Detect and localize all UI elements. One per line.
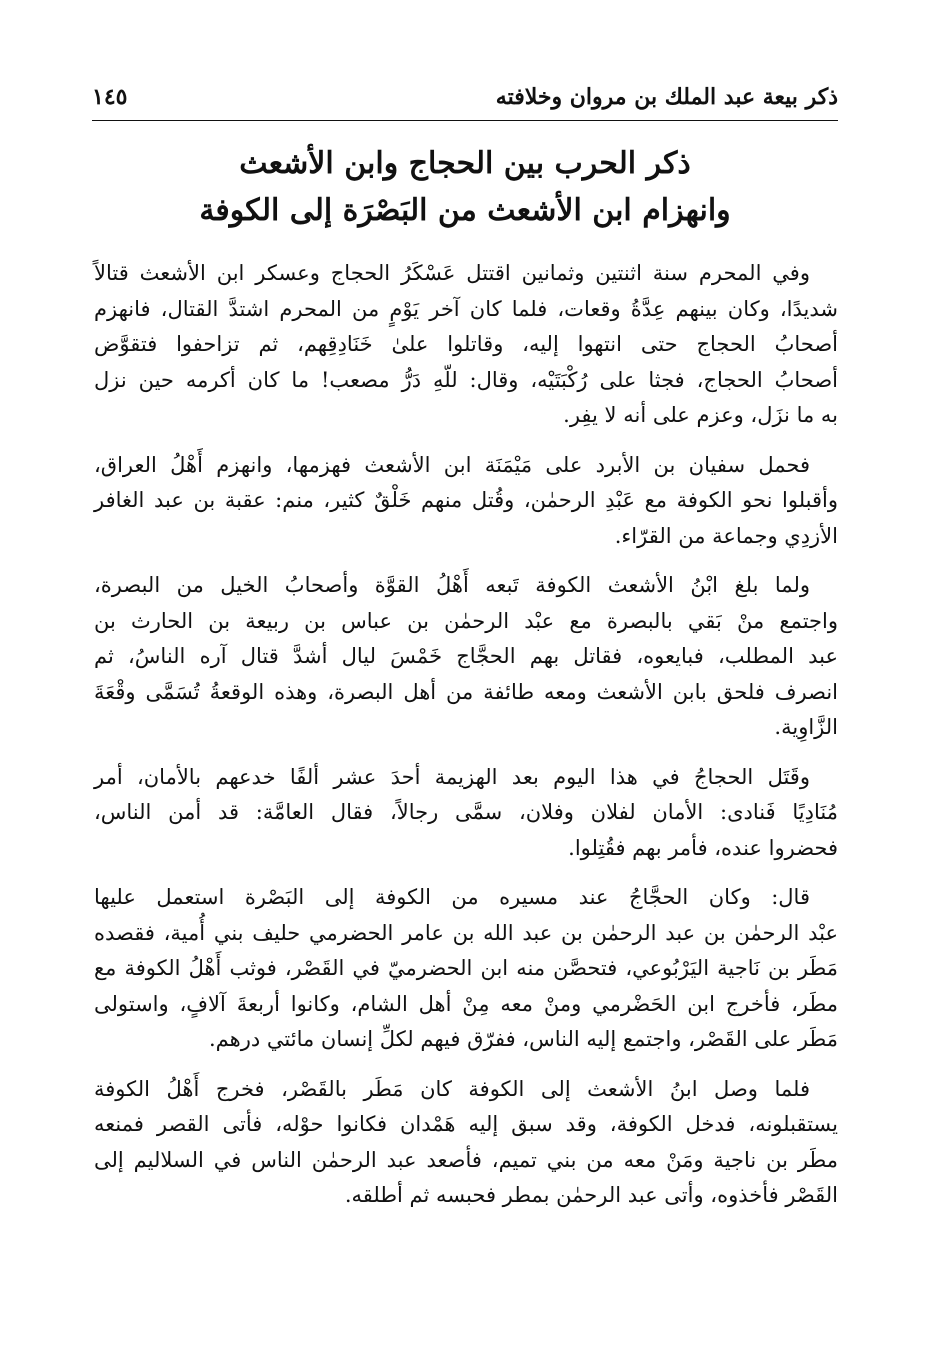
text-line: مَطَر بن نَاجية اليَرْبُوعي، فتحصَّن منه ابن الحضرميّ في القَصْر، فوثب أَهْلُ الكوفة مع bbox=[94, 956, 838, 980]
text-line: فحمل سفيان بن الأبرد على مَيْمَنَة ابن الأشعث فهزمها، وانهزم أَهْلُ العراق، bbox=[94, 452, 810, 477]
body-text bbox=[94, 256, 838, 1228]
paragraph bbox=[94, 568, 838, 746]
text-line: وأقبلوا نحو الكوفة مع عَبْدِ الرحمٰن، وقُتل منهم خَلْقٌ كثير، منم: عقبة بن عبد الغافر bbox=[94, 488, 838, 512]
paragraph bbox=[94, 256, 838, 434]
text-line: مطَر بن ناجية ومَنْ معه من بني تميم، فأصعد عبد الرحمٰن الناس في السلاليم إلى bbox=[94, 1147, 838, 1172]
text-line: عبد المطلب، فبايعوه، فقاتل بهم الحجَّاج خَمْسَ ليال أشدَّ قتال آره الناسُ، ثم bbox=[94, 644, 838, 668]
text-line: به ما نزَل، وعزم على أنه لا يفِر. bbox=[563, 403, 838, 427]
paragraph bbox=[94, 760, 838, 867]
text-line: وقَتَل الحجاجُ في هذا اليوم بعد الهزيمة أحدَ عشر ألفًا خدعهم بالأمان، أمر bbox=[94, 764, 810, 789]
paragraph bbox=[94, 1072, 838, 1214]
text-line: واجتمع منْ بَقي بالبصرة مع عبْد الرحمٰن بن عباس بن ربيعة بن الحارث بن bbox=[94, 608, 838, 633]
text-line: مَطَر على القَصْر، واجتمع إليه الناس، ففرّق فيهم لكلِّ إنسان مائتي درهم. bbox=[209, 1027, 838, 1051]
chapter-heading bbox=[92, 140, 838, 234]
text-line: القَصْر فأخذوه، وأتى عبد الرحمٰن بمطر فحبسه ثم أطلقه. bbox=[344, 1183, 838, 1207]
running-title: ذكر بيعة عبد الملك بن مروان وخلافته bbox=[495, 84, 838, 110]
header-rule bbox=[92, 120, 838, 121]
text-line: فلما وصل ابنُ الأشعث إلى الكوفة كان مَطَر بالقَصْر، فخرج أَهْلُ الكوفة bbox=[94, 1076, 810, 1101]
heading-line-1: ذكر الحرب بين الحجاج وابن الأشعث bbox=[239, 146, 691, 181]
text-line: مطَر، فأخرج ابن الحَضْرمي ومنْ معه مِنْ أهل الشام، وكانوا أربعةَ آلافٍ، واستولى bbox=[94, 991, 838, 1016]
text-line: أصحابُ الحجاج، فجثا على رُكْبَتَيْه، وقال: للّهِ دَرُّ مصعب! ما كان أكرمه حين نزل bbox=[94, 367, 838, 392]
text-line: انصرف فلحق بابن الأشعث ومعه طائفة من أهل البصرة، وهذه الوقعةُ تُسَمَّى وقْعَةَ bbox=[94, 679, 838, 704]
paragraph bbox=[94, 880, 838, 1058]
text-line: يستقبلونه، فدخل الكوفة، وقد سبق إليه هَمْدان فكانوا حوْله، فأتى القصر فمنعه bbox=[94, 1112, 838, 1136]
text-line: أصحابُ الحجاج حتى انتهوا إليه، وقاتلوا علىٰ خَنَادِقِهم، ثم تزاحفوا فتقوَّض bbox=[94, 332, 838, 356]
text-line: قال: وكان الحجَّاجُ عند مسيره من الكوفة إلى البَصْرة استعمل عليها bbox=[94, 885, 810, 909]
text-line: شديدًا، وكان بينهم عِدَّةُ وقعات، فلما كان آخر يَوْمٍ من المحرم اشتدَّ القتال، فانهزم bbox=[94, 296, 838, 321]
text-line: مُنَادِيًا فَنادى: الأمان لفلان وفلان، سمَّى رجالاً، فقال العامَّة: قد أمن الناس، bbox=[94, 800, 838, 824]
page-number: ١٤٥ bbox=[92, 84, 128, 110]
heading-line-2: وانهزام ابن الأشعث من البَصْرَة إلى الكوفة bbox=[199, 193, 731, 228]
text-line: وفي المحرم سنة اثنتين وثمانين اقتتل عَسْكَرُ الحجاج وعسكر ابن الأشعث قتالاً bbox=[94, 261, 810, 285]
running-header bbox=[92, 82, 838, 118]
text-line: عبْد الرحمٰن بن عبد الرحمٰن بن عبد الله بن عامر الحضرمي حليف بني أُمية، فقصده bbox=[94, 920, 838, 945]
paragraph bbox=[94, 448, 838, 555]
text-line: الأزدِي وجماعة من القرّاء. bbox=[614, 523, 838, 548]
text-line: الزَّاوِية. bbox=[774, 715, 838, 739]
text-line: ولما بلغ ابْنُ الأشعث الكوفة تَبعه أَهْلُ القوَّة وأصحابُ الخيل من البصرة، bbox=[94, 573, 810, 597]
text-line: فحضروا عنده، فأمر بهم فقُتِلوا. bbox=[568, 835, 838, 860]
